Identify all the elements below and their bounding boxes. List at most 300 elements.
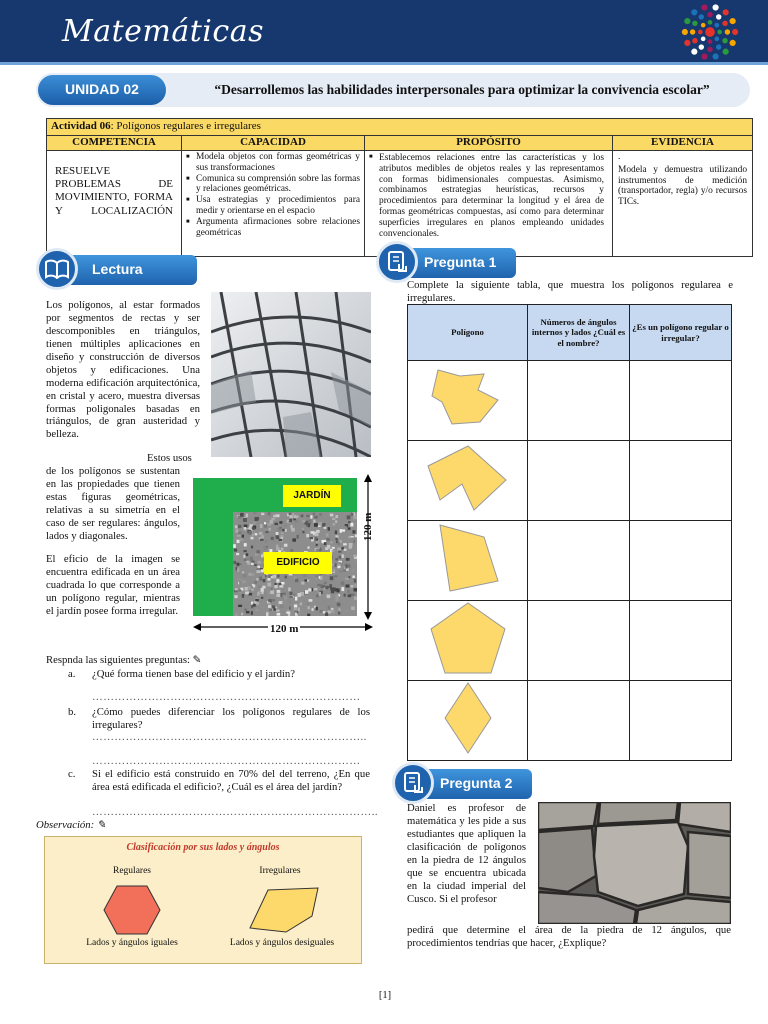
texture-speck <box>269 609 273 611</box>
texture-speck <box>262 544 264 546</box>
texture-speck <box>335 520 337 523</box>
texture-speck <box>354 588 358 591</box>
texture-speck <box>295 597 297 601</box>
lectura-paragraph-1: Los polígonos, al estar formados por segmentos de rectas y ser descomponibles en triángulos, tienen múltiples aplicaciones en diseño y construcción de diversos objetos y edificaciones. Una moderna edificación arquitectónica, en cristal y acero, muestra diversas formas poligonales basadas en triángulos, de gran austeridad y belleza. <box>46 299 200 441</box>
texture-speck <box>248 514 252 516</box>
texture-speck <box>351 594 355 596</box>
texture-speck <box>348 527 351 529</box>
texture-speck <box>248 573 252 576</box>
texture-speck <box>237 540 240 543</box>
classification-title: Clasificación por sus lados y ángulos <box>126 842 280 853</box>
texture-speck <box>335 558 338 561</box>
mandala-dot <box>730 18 736 24</box>
texture-speck <box>280 604 283 608</box>
texture-speck <box>244 609 246 611</box>
texture-speck <box>353 530 356 533</box>
texture-speck <box>338 608 340 612</box>
texture-speck <box>316 544 318 546</box>
texture-speck <box>253 512 256 514</box>
mandala-dot <box>716 44 721 49</box>
texture-speck <box>315 577 317 580</box>
observacion-label: Observación: ✎ <box>36 819 106 831</box>
texture-speck <box>335 595 338 599</box>
texture-speck <box>337 603 341 607</box>
texture-speck <box>245 592 249 595</box>
texture-speck <box>347 515 351 519</box>
texture-speck <box>350 585 353 588</box>
texture-speck <box>314 537 316 540</box>
texture-speck <box>261 535 264 539</box>
texture-speck <box>257 592 259 596</box>
texture-speck <box>238 525 241 528</box>
texture-speck <box>271 518 274 520</box>
texture-speck <box>332 569 334 572</box>
texture-speck <box>322 599 326 603</box>
activity-table <box>46 118 753 257</box>
texture-speck <box>279 521 282 523</box>
texture-speck <box>313 513 315 515</box>
pencil-icon: ✎ <box>192 654 202 666</box>
texture-speck <box>341 563 343 566</box>
texture-speck <box>332 547 335 549</box>
texture-speck <box>251 574 254 576</box>
competencia-cell: RESUELVE PROBLEMAS DE MOVIMIENTO, FORMA Y LOCALIZACIÓN <box>47 151 182 257</box>
mandala-dot <box>698 30 703 35</box>
texture-speck <box>276 532 279 535</box>
pregunta-2-text: Daniel es profesor de matemática y les pide a sus estudiantes que apliquen la clasificación de polígonos en la piedra de 12 ángulos que se encuentra ubicada en la ciudad imperial del Cusco. Si el profesor <box>407 802 526 905</box>
texture-speck <box>261 597 263 599</box>
texture-speck <box>271 537 274 540</box>
question-b-letter: b. <box>68 706 77 718</box>
texture-speck <box>277 575 279 578</box>
tablet-touch-icon <box>376 241 418 283</box>
texture-speck <box>239 581 242 585</box>
answer-cell[interactable] <box>630 361 732 441</box>
texture-speck <box>324 582 327 584</box>
texture-speck <box>348 595 352 598</box>
texture-speck <box>243 574 247 578</box>
texture-speck <box>341 587 344 591</box>
irregular-caption: Lados y ángulos desiguales <box>229 938 335 948</box>
texture-speck <box>292 513 294 517</box>
answer-cell[interactable] <box>528 441 630 521</box>
texture-speck <box>311 531 315 533</box>
texture-speck <box>253 522 256 525</box>
texture-speck <box>293 593 296 596</box>
glass-building-photo <box>211 292 371 457</box>
texture-speck <box>243 518 247 522</box>
texture-speck <box>330 576 334 580</box>
texture-speck <box>281 597 283 600</box>
texture-speck <box>261 588 264 592</box>
texture-speck <box>264 524 268 527</box>
texture-speck <box>330 587 332 590</box>
texture-speck <box>261 513 264 515</box>
texture-speck <box>355 534 357 537</box>
texture-speck <box>278 528 282 531</box>
texture-speck <box>247 562 250 565</box>
texture-speck <box>353 555 357 557</box>
texture-speck <box>310 515 312 518</box>
bottom-dimension-label: 120 m <box>270 623 299 635</box>
texture-speck <box>301 515 304 518</box>
texture-speck <box>288 587 291 591</box>
texture-speck <box>256 550 259 553</box>
texture-speck <box>320 610 323 613</box>
texture-speck <box>339 596 342 600</box>
lectura-paragraph-2-lead: Estos usos <box>147 452 192 464</box>
regular-hexagon-shape <box>102 884 162 936</box>
texture-speck <box>242 580 246 583</box>
texture-speck <box>341 547 343 549</box>
book-icon <box>36 248 78 290</box>
texture-speck <box>353 516 357 520</box>
lectura-label: Lectura <box>52 255 197 285</box>
texture-speck <box>277 590 281 593</box>
pregunta-1-instruction: Complete la siguiente tabla, que muestra los polígonos regularea e irregulares. <box>407 279 733 304</box>
mandala-dot <box>699 44 704 49</box>
texture-speck <box>266 612 268 616</box>
column-header-regular: ¿Es un polígono regular o irregular? <box>630 305 732 361</box>
texture-speck <box>345 610 348 612</box>
texture-speck <box>328 606 330 610</box>
mandala-dot <box>725 29 730 34</box>
texture-speck <box>235 613 237 616</box>
mandala-dot <box>701 23 706 28</box>
texture-speck <box>354 584 357 587</box>
texture-speck <box>246 611 249 613</box>
texture-speck <box>234 595 237 598</box>
texture-speck <box>346 558 350 561</box>
texture-speck <box>337 566 340 568</box>
header-evidencia: EVIDENCIA <box>613 136 753 151</box>
answer-cell[interactable] <box>630 521 732 601</box>
answer-cell[interactable] <box>528 521 630 601</box>
texture-speck <box>270 588 272 590</box>
regular-caption: Lados y ángulos iguales <box>86 938 178 948</box>
question-b-answer-line[interactable]: ……………………………………………………………….. <box>92 731 367 743</box>
texture-speck <box>258 561 262 564</box>
texture-speck <box>316 530 319 533</box>
texture-speck <box>338 611 340 615</box>
answer-cell[interactable] <box>630 681 732 761</box>
texture-speck <box>309 599 313 602</box>
texture-speck <box>251 611 253 615</box>
texture-speck <box>235 525 238 528</box>
lectura-paragraph-2: de los polígonos se sustentan en las propiedades que tienen estas figuras geométricas, relativas a su simetría en el caso de ser regulares: ángulos, lados y diagonales. <box>46 465 180 542</box>
texture-speck <box>273 606 275 609</box>
table-row <box>408 361 732 441</box>
question-c-answer-line[interactable]: ………………………………………………………………….. <box>92 806 379 818</box>
question-a-answer-line[interactable]: ……………………………………………………………… <box>92 691 361 703</box>
rhombus-shape <box>443 681 493 755</box>
texture-speck <box>332 550 335 552</box>
texture-speck <box>335 538 338 541</box>
mandala-dot <box>730 40 736 46</box>
texture-speck <box>320 576 322 580</box>
answer-cell[interactable] <box>528 601 630 681</box>
texture-speck <box>308 606 310 609</box>
lectura-paragraph-3: El eficio de la imagen se encuentra edificada en un área cuadrada lo que corresponde a un polígono regular, mientras el jardín posee forma irregular. <box>46 553 180 617</box>
texture-speck <box>275 607 277 609</box>
irregular-quadrilateral-shape <box>434 523 502 593</box>
texture-speck <box>260 539 263 541</box>
mandala-logo-icon <box>680 3 740 61</box>
texture-speck <box>276 609 280 611</box>
texture-speck <box>330 514 334 517</box>
texture-speck <box>289 600 291 603</box>
texture-speck <box>341 581 344 585</box>
mandala-dot <box>732 29 738 35</box>
pregunta-2-label: Pregunta 2 <box>408 769 532 799</box>
capacidad-item: ■ Modela objetos con formas geométricas y sus transformaciones <box>186 152 360 174</box>
texture-speck <box>300 603 302 606</box>
question-a-letter: a. <box>68 668 76 680</box>
texture-speck <box>285 529 287 532</box>
texture-speck <box>332 518 335 520</box>
texture-speck <box>251 546 253 549</box>
texture-speck <box>292 538 296 541</box>
texture-speck <box>235 588 238 590</box>
tablet-touch-icon <box>392 762 434 804</box>
texture-speck <box>345 529 347 532</box>
irregular-octagon-shape <box>430 366 506 430</box>
mandala-dot <box>684 40 690 46</box>
texture-speck <box>329 584 332 587</box>
texture-speck <box>334 563 336 567</box>
texture-speck <box>305 590 308 594</box>
texture-speck <box>332 587 336 591</box>
capacidad-item: ■ Comunica su comprensión sobre las formas y relaciones geométricas. <box>186 174 360 196</box>
mandala-dot <box>691 49 697 55</box>
texture-speck <box>325 586 328 589</box>
texture-speck <box>259 532 263 535</box>
texture-speck <box>267 578 270 581</box>
building-label: EDIFICIO <box>264 552 332 574</box>
texture-speck <box>255 517 259 519</box>
texture-speck <box>354 559 357 562</box>
mandala-dot <box>715 37 720 42</box>
texture-speck <box>344 594 346 597</box>
question-c-letter: c. <box>68 768 76 780</box>
texture-speck <box>236 553 239 555</box>
texture-speck <box>290 592 293 595</box>
texture-speck <box>301 582 304 585</box>
texture-speck <box>256 602 259 605</box>
answer-cell[interactable] <box>528 361 630 441</box>
header-proposito: PROPÓSITO <box>365 136 613 151</box>
texture-speck <box>273 515 276 518</box>
mandala-dot <box>701 37 706 42</box>
texture-speck <box>344 549 347 551</box>
texture-speck <box>335 531 337 535</box>
texture-speck <box>284 596 287 599</box>
texture-speck <box>314 523 318 527</box>
texture-speck <box>327 595 331 599</box>
texture-speck <box>338 562 340 564</box>
texture-speck <box>242 594 244 598</box>
question-c-text: Si el edificio está construido en 70% del del terreno, ¿En que área está edificada el edificio?, ¿Cuál es el área del jardín? <box>92 768 370 793</box>
texture-speck <box>253 604 256 607</box>
texture-speck <box>280 535 283 537</box>
mandala-dot <box>699 14 704 19</box>
texture-speck <box>291 528 295 532</box>
polygon-cell <box>408 601 528 681</box>
texture-speck <box>308 520 312 524</box>
texture-speck <box>279 539 283 541</box>
mandala-dot <box>692 38 697 43</box>
texture-speck <box>338 542 340 546</box>
table-row <box>408 681 732 761</box>
texture-speck <box>351 537 355 541</box>
texture-speck <box>241 613 243 616</box>
texture-speck <box>268 512 271 515</box>
texture-speck <box>281 589 285 592</box>
texture-speck <box>298 593 301 597</box>
polygon-table <box>407 304 732 761</box>
mandala-dot <box>723 49 729 55</box>
texture-speck <box>272 599 275 601</box>
table-row <box>408 441 732 521</box>
texture-speck <box>265 540 268 544</box>
texture-speck <box>307 614 310 616</box>
answer-cell[interactable] <box>630 441 732 521</box>
texture-speck <box>348 521 351 523</box>
texture-speck <box>310 537 314 539</box>
texture-speck <box>346 585 350 588</box>
texture-speck <box>339 556 342 558</box>
evidencia-cell <box>613 151 753 257</box>
mandala-dot <box>713 53 719 59</box>
texture-speck <box>268 599 272 602</box>
page-number: [1] <box>378 990 392 1001</box>
texture-speck <box>262 575 265 579</box>
texture-speck <box>263 578 266 582</box>
texture-speck <box>275 523 278 525</box>
texture-speck <box>335 515 338 518</box>
vertical-dimension-arrow <box>360 474 380 620</box>
pencil-icon: ✎ <box>96 819 106 831</box>
texture-speck <box>338 551 342 553</box>
texture-speck <box>233 544 236 548</box>
texture-speck <box>297 535 299 539</box>
irregular-heading: Irregulares <box>259 866 301 876</box>
texture-speck <box>350 523 353 527</box>
capacidad-cell <box>182 151 365 257</box>
proposito-text: ■ Establecemos relaciones entre las características y los atributos medibles de objetos reales y las representamos con formas bidimensionales compuestas. Asimismo, combinamos estrategias heurísticas, recursos y procedimientos para determinar la longitud y el área de formas geométricas compuestas, así como para determinar superficies irregulares en planos empleando unidades convencionales. <box>369 152 608 241</box>
column-header-poligono: Polígono <box>408 305 528 361</box>
texture-speck <box>343 543 347 545</box>
texture-speck <box>237 563 240 566</box>
texture-speck <box>299 517 302 519</box>
texture-speck <box>330 541 332 543</box>
question-b-answer-line-2[interactable]: ……………………………………………………………… <box>92 755 361 767</box>
texture-speck <box>326 538 329 541</box>
mandala-dot <box>692 21 697 26</box>
texture-speck <box>256 570 260 573</box>
activity-title: Actividad 06: Polígonos regulares e irregulares <box>47 119 753 136</box>
header-competencia: COMPETENCIA <box>47 136 182 151</box>
texture-speck <box>340 570 343 572</box>
regular-heading: Regulares <box>113 866 151 876</box>
answer-cell[interactable] <box>528 681 630 761</box>
texture-speck <box>279 585 283 587</box>
texture-speck <box>256 608 259 611</box>
page-title: Matemáticas <box>62 14 264 49</box>
texture-speck <box>344 526 347 529</box>
texture-speck <box>354 597 357 600</box>
texture-speck <box>351 513 354 516</box>
texture-speck <box>246 514 248 518</box>
texture-speck <box>306 515 309 517</box>
evidencia-text: Modela y demuestra utilizando instrumentos de medición (transportador, regla) y/o recursos TICs. <box>618 164 748 208</box>
texture-speck <box>255 599 258 601</box>
texture-speck <box>302 528 304 530</box>
texture-speck <box>295 520 299 523</box>
texture-speck <box>308 547 310 549</box>
texture-speck <box>307 603 309 606</box>
texture-speck <box>251 589 253 591</box>
texture-speck <box>306 534 309 537</box>
texture-speck <box>233 561 236 564</box>
texture-speck <box>318 522 322 526</box>
texture-speck <box>245 587 248 591</box>
texture-speck <box>234 549 237 552</box>
texture-speck <box>319 592 321 596</box>
garden-label: JARDÍN <box>283 485 341 507</box>
texture-speck <box>242 535 244 538</box>
texture-speck <box>317 584 321 586</box>
texture-speck <box>316 607 318 611</box>
mandala-dot <box>691 9 697 15</box>
texture-speck <box>235 529 238 533</box>
mandala-dot <box>716 14 721 19</box>
texture-speck <box>327 545 330 549</box>
texture-speck <box>286 612 290 614</box>
table-row <box>408 601 732 681</box>
texture-speck <box>270 590 274 594</box>
texture-speck <box>295 579 298 582</box>
texture-speck <box>237 569 239 572</box>
texture-speck <box>276 535 279 538</box>
texture-speck <box>256 578 259 580</box>
texture-speck <box>289 607 291 610</box>
texture-speck <box>307 579 309 582</box>
texture-speck <box>298 607 300 611</box>
column-header-numeros: Números de ángulos internos y lados ¿Cuál es el nombre? <box>528 305 630 361</box>
texture-speck <box>251 537 254 540</box>
texture-speck <box>314 588 317 590</box>
capacidad-item: ■ Usa estrategias y procedimientos para medir y orientarse en el espacio <box>186 195 360 217</box>
mandala-dot <box>701 4 707 10</box>
texture-speck <box>289 519 292 522</box>
question-a-text: ¿Qué forma tienen base del edificio y el jardín? <box>92 668 295 680</box>
texture-speck <box>308 588 311 591</box>
texture-speck <box>268 605 271 608</box>
texture-speck <box>238 532 242 534</box>
texture-speck <box>255 530 259 533</box>
irregular-hexagon-shape <box>426 444 510 512</box>
texture-speck <box>326 533 329 536</box>
texture-speck <box>331 610 335 613</box>
texture-speck <box>284 524 287 527</box>
answer-cell[interactable] <box>630 601 732 681</box>
mandala-dot <box>682 29 688 35</box>
texture-speck <box>259 577 262 581</box>
texture-speck <box>334 575 338 577</box>
texture-speck <box>242 571 245 573</box>
texture-speck <box>324 542 327 545</box>
